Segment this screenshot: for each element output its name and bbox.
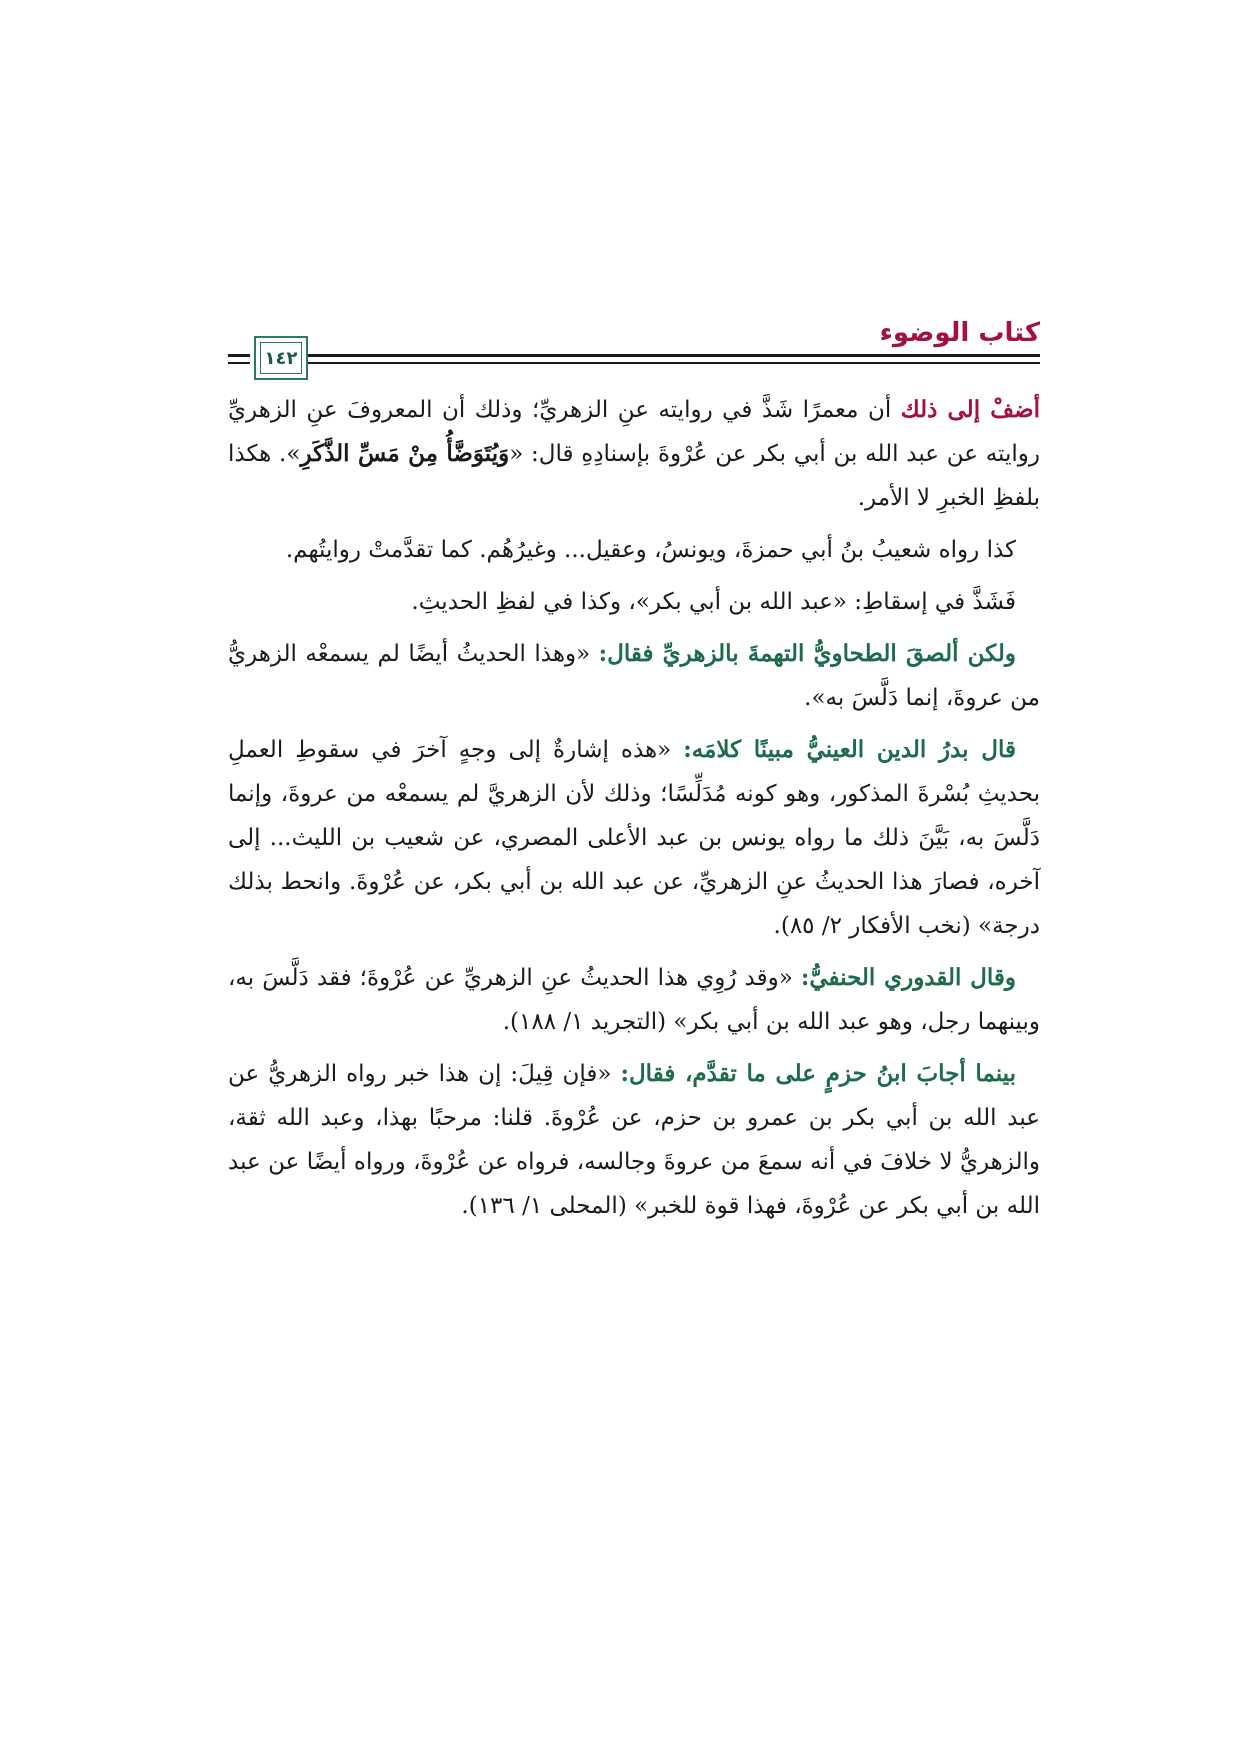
paragraph-1-text: أن معمرًا شَذَّ في روايته عنِ الزهريِّ؛ وذلك أن المعروفَ عنِ الزهريِّ روايته عن عبد الله بن أبي بكر عن عُرْوةَ بإسنادِهِ قال: « <box>228 397 1040 467</box>
header-rule-top <box>258 354 1040 357</box>
header-rule-short-top <box>228 354 250 357</box>
page-body <box>228 388 1040 1236</box>
paragraph-4 <box>228 632 1040 720</box>
paragraph-6-text: «وقد رُوِي هذا الحديثُ عنِ الزهريِّ عن عُرْوةَ؛ فقد دَلَّسَ به، وبينهما رجل، وهو عبد الله بن أبي بكر» (التجريد ١/ ١٨٨). <box>228 965 1040 1035</box>
paragraph-3-text: فَشَذَّ في إسقاطِ: «عبد الله بن أبي بكر»، وكذا في لفظِ الحديثِ. <box>411 589 1016 615</box>
book-title: كتاب الوضوء <box>879 318 1040 348</box>
paragraph-5-text: «هذه إشارةٌ إلى وجهٍ آخرَ في سقوطِ العملِ بحديثِ بُسْرةَ المذكور، وهو كونه مُدَلِّسًا؛ وذلك لأن الزهريَّ لم يسمعْه من عروةَ، وإنما دَلَّسَ به، بَيَّنَ ذلك ما رواه يونس بن عبد الأعلى المصري، عن شعيب بن الليث... إلى آخره، فصارَ هذا الحديثُ عنِ الزهريِّ، عن عبد الله بن أبي بكر، عن عُرْوةَ. وانحط بذلك درجة» (نخب الأفكار ٢/ ٨٥). <box>228 737 1040 939</box>
header-rule-short-bottom <box>228 362 250 364</box>
paragraph-5 <box>228 728 1040 948</box>
paragraph-1-tail: ». هكذا بلفظِ الخبرِ لا الأمر. <box>228 441 1040 511</box>
paragraph-2 <box>228 528 1040 572</box>
paragraph-7-text: «فإن قِيلَ: إن هذا خبر رواه الزهريُّ عن عبد الله بن أبي بكر بن عمرو بن حزم، عن عُرْوةَ. قلنا: مرحبًا بهذا، وعبد الله ثقة، والزهريُّ لا خلافَ في أنه سمعَ من عروةَ وجالسه، فرواه عن عُرْوةَ، ورواه أيضًا عن عبد الله بن أبي بكر عن عُرْوةَ، فهذا قوة للخبر» (المحلى ١/ ١٣٦). <box>228 1061 1040 1219</box>
page-number-badge <box>254 336 308 380</box>
paragraph-6 <box>228 956 1040 1044</box>
paragraph-5-lead: قال بدرُ الدين العينيُّ مبينًا كلامَه: <box>683 736 1016 763</box>
paragraph-1-lead: أضفْ إلى ذلك <box>900 396 1040 423</box>
paragraph-7-lead: بينما أجابَ ابنُ حزمٍ على ما تقدَّم، فقال: <box>620 1060 1016 1087</box>
page-number: ١٤٢ <box>260 342 302 374</box>
paragraph-7 <box>228 1052 1040 1228</box>
paragraph-1-quote: وَيُتَوَضَّأُ مِنْ مَسِّ الذَّكَرِ <box>300 440 510 467</box>
paragraph-6-lead: وقال القدوري الحنفيُّ: <box>800 964 1017 991</box>
paragraph-2-text: كذا رواه شعيبُ بنُ أبي حمزةَ، ويونسُ، وعقيل... وغيرُهُم. كما تقدَّمتْ روايتُهم. <box>285 537 1016 563</box>
page-header <box>228 318 1040 380</box>
paragraph-4-text: «وهذا الحديثُ أيضًا لم يسمعْه الزهريُّ من عروةَ، إنما دَلَّسَ به». <box>228 641 1040 711</box>
paragraph-4-lead: ولكن ألصقَ الطحاويُّ التهمةَ بالزهريِّ فقال: <box>598 640 1016 667</box>
paragraph-3 <box>228 580 1040 624</box>
header-rule-bottom <box>258 362 1040 364</box>
paragraph-1 <box>228 388 1040 520</box>
